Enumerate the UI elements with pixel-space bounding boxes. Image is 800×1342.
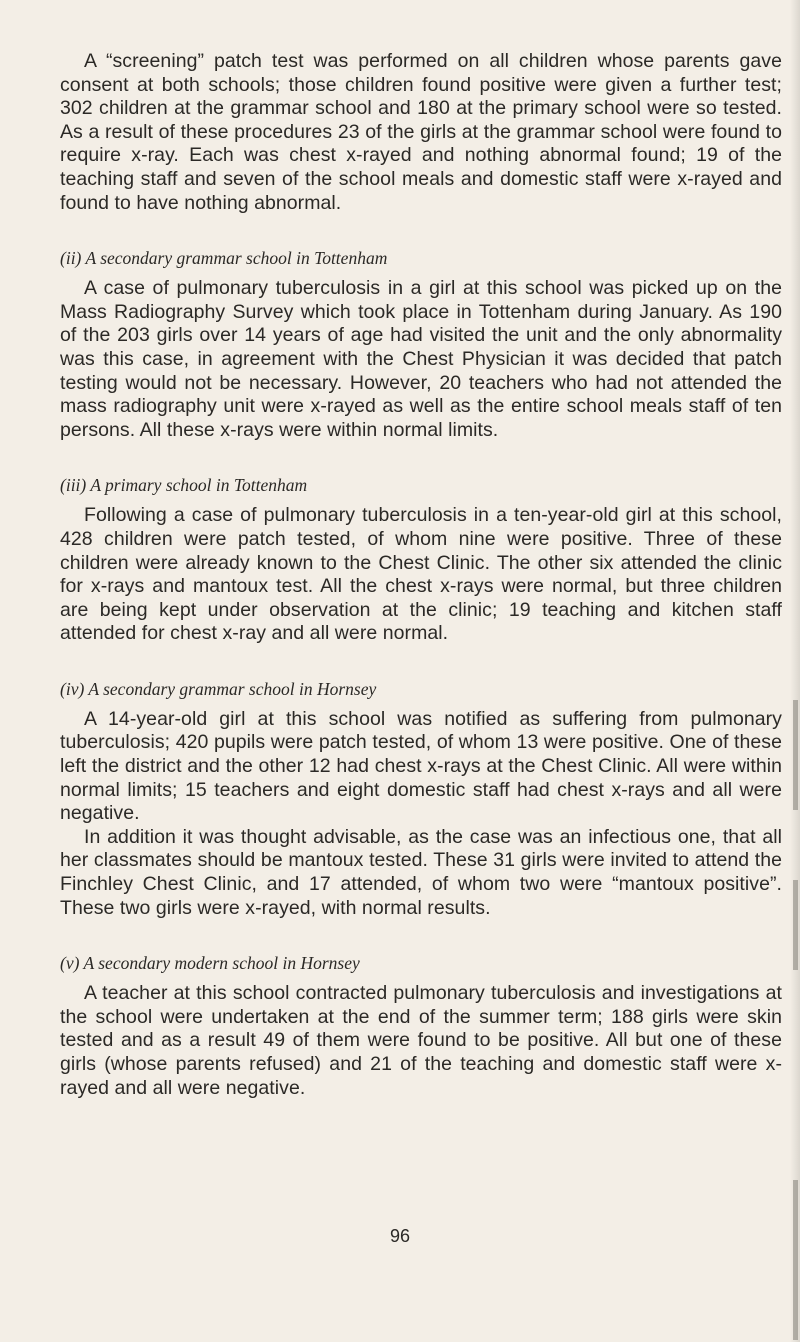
- section-number: (ii): [60, 248, 82, 269]
- intro-paragraph: A “screening” patch test was performed on all children whose parents gave consent at both schools; those children found positive were given a further test; 302 children at the grammar school and 180 at the primary school were so tested. As a result of these procedures 23 of the girls at the grammar school were found to require x-ray. Each was chest x-rayed and nothing abnormal found; 19 of the teaching staff and seven of the school meals and domestic staff were x-rayed and found to have nothing abnormal.: [60, 50, 782, 214]
- section-paragraph: A teacher at this school contracted pulmonary tuberculosis and investigations at the school were undertaken at the end of the summer term; 188 girls were skin tested and as a result 49 of them were found to be positive. All but one of these girls (whose parents refused) and 21 of the teaching and domestic staff were x-rayed and all were negative.: [60, 982, 782, 1099]
- section-v: [60, 952, 782, 1100]
- section-title: A primary school in Tottenham: [90, 475, 308, 496]
- page-number: 96: [389, 1226, 411, 1246]
- page-edge-mark: [793, 880, 798, 970]
- section-paragraph: A 14-year-old girl at this school was notified as suffering from pulmonary tuberculosis; 420 pupils were patch tested, of whom 13 were positive. One of these left the district and the other 12 had chest x-rays at the Chest Clinic. All were within normal limits; 15 teachers and eight domestic staff had chest x-rays and all were negative.: [60, 707, 782, 825]
- page-body: [60, 50, 782, 1100]
- section-title: A secondary modern school in Hornsey: [83, 953, 360, 974]
- section-heading: [60, 952, 782, 974]
- section-title: A secondary grammar school in Tottenham: [85, 248, 388, 269]
- section-heading: [60, 678, 782, 700]
- page-edge-mark: [793, 700, 798, 810]
- section-paragraph: Following a case of pulmonary tuberculosis in a ten-year-old girl at this school, 428 children were patch tested, of whom nine were positive. Three of these children were already known to the Chest Clinic. The other six attended the clinic for x-rays and mantoux test. All the chest x-rays were normal, but three children are being kept under observation at the clinic; 19 teaching and kitchen staff attended for chest x-ray and all were normal.: [60, 504, 782, 645]
- section-iii: [60, 474, 782, 646]
- section-iv: [60, 678, 782, 920]
- section-heading: [60, 247, 782, 269]
- section-paragraph: A case of pulmonary tuberculosis in a girl at this school was picked up on the Mass Radiography Survey which took place in Tottenham during January. As 190 of the 203 girls over 14 years of age had visited the unit and the only abnormality was this case, in agreement with the Chest Physician it was decided that patch testing would not be necessary. However, 20 teachers who had not attended the mass radiography unit were x-rayed as well as the entire school meals staff of ten persons. All these x-rays were within normal limits.: [60, 277, 782, 441]
- section-title: A secondary grammar school in Hornsey: [88, 678, 377, 699]
- section-paragraph: In addition it was thought advisable, as the case was an infectious one, that all her classmates should be mantoux tested. These 31 girls were invited to attend the Finchley Chest Clinic, and 17 attended, of whom two were “mantoux positive”. These two girls were x-rayed, with normal results.: [60, 825, 782, 919]
- section-heading: [60, 474, 782, 496]
- page-edge-shadow: [790, 0, 800, 1342]
- section-ii: [60, 247, 782, 442]
- page-edge-mark: [793, 1180, 798, 1340]
- section-number: (v): [60, 953, 80, 974]
- section-number: (iii): [60, 475, 87, 496]
- section-number: (iv): [60, 678, 85, 699]
